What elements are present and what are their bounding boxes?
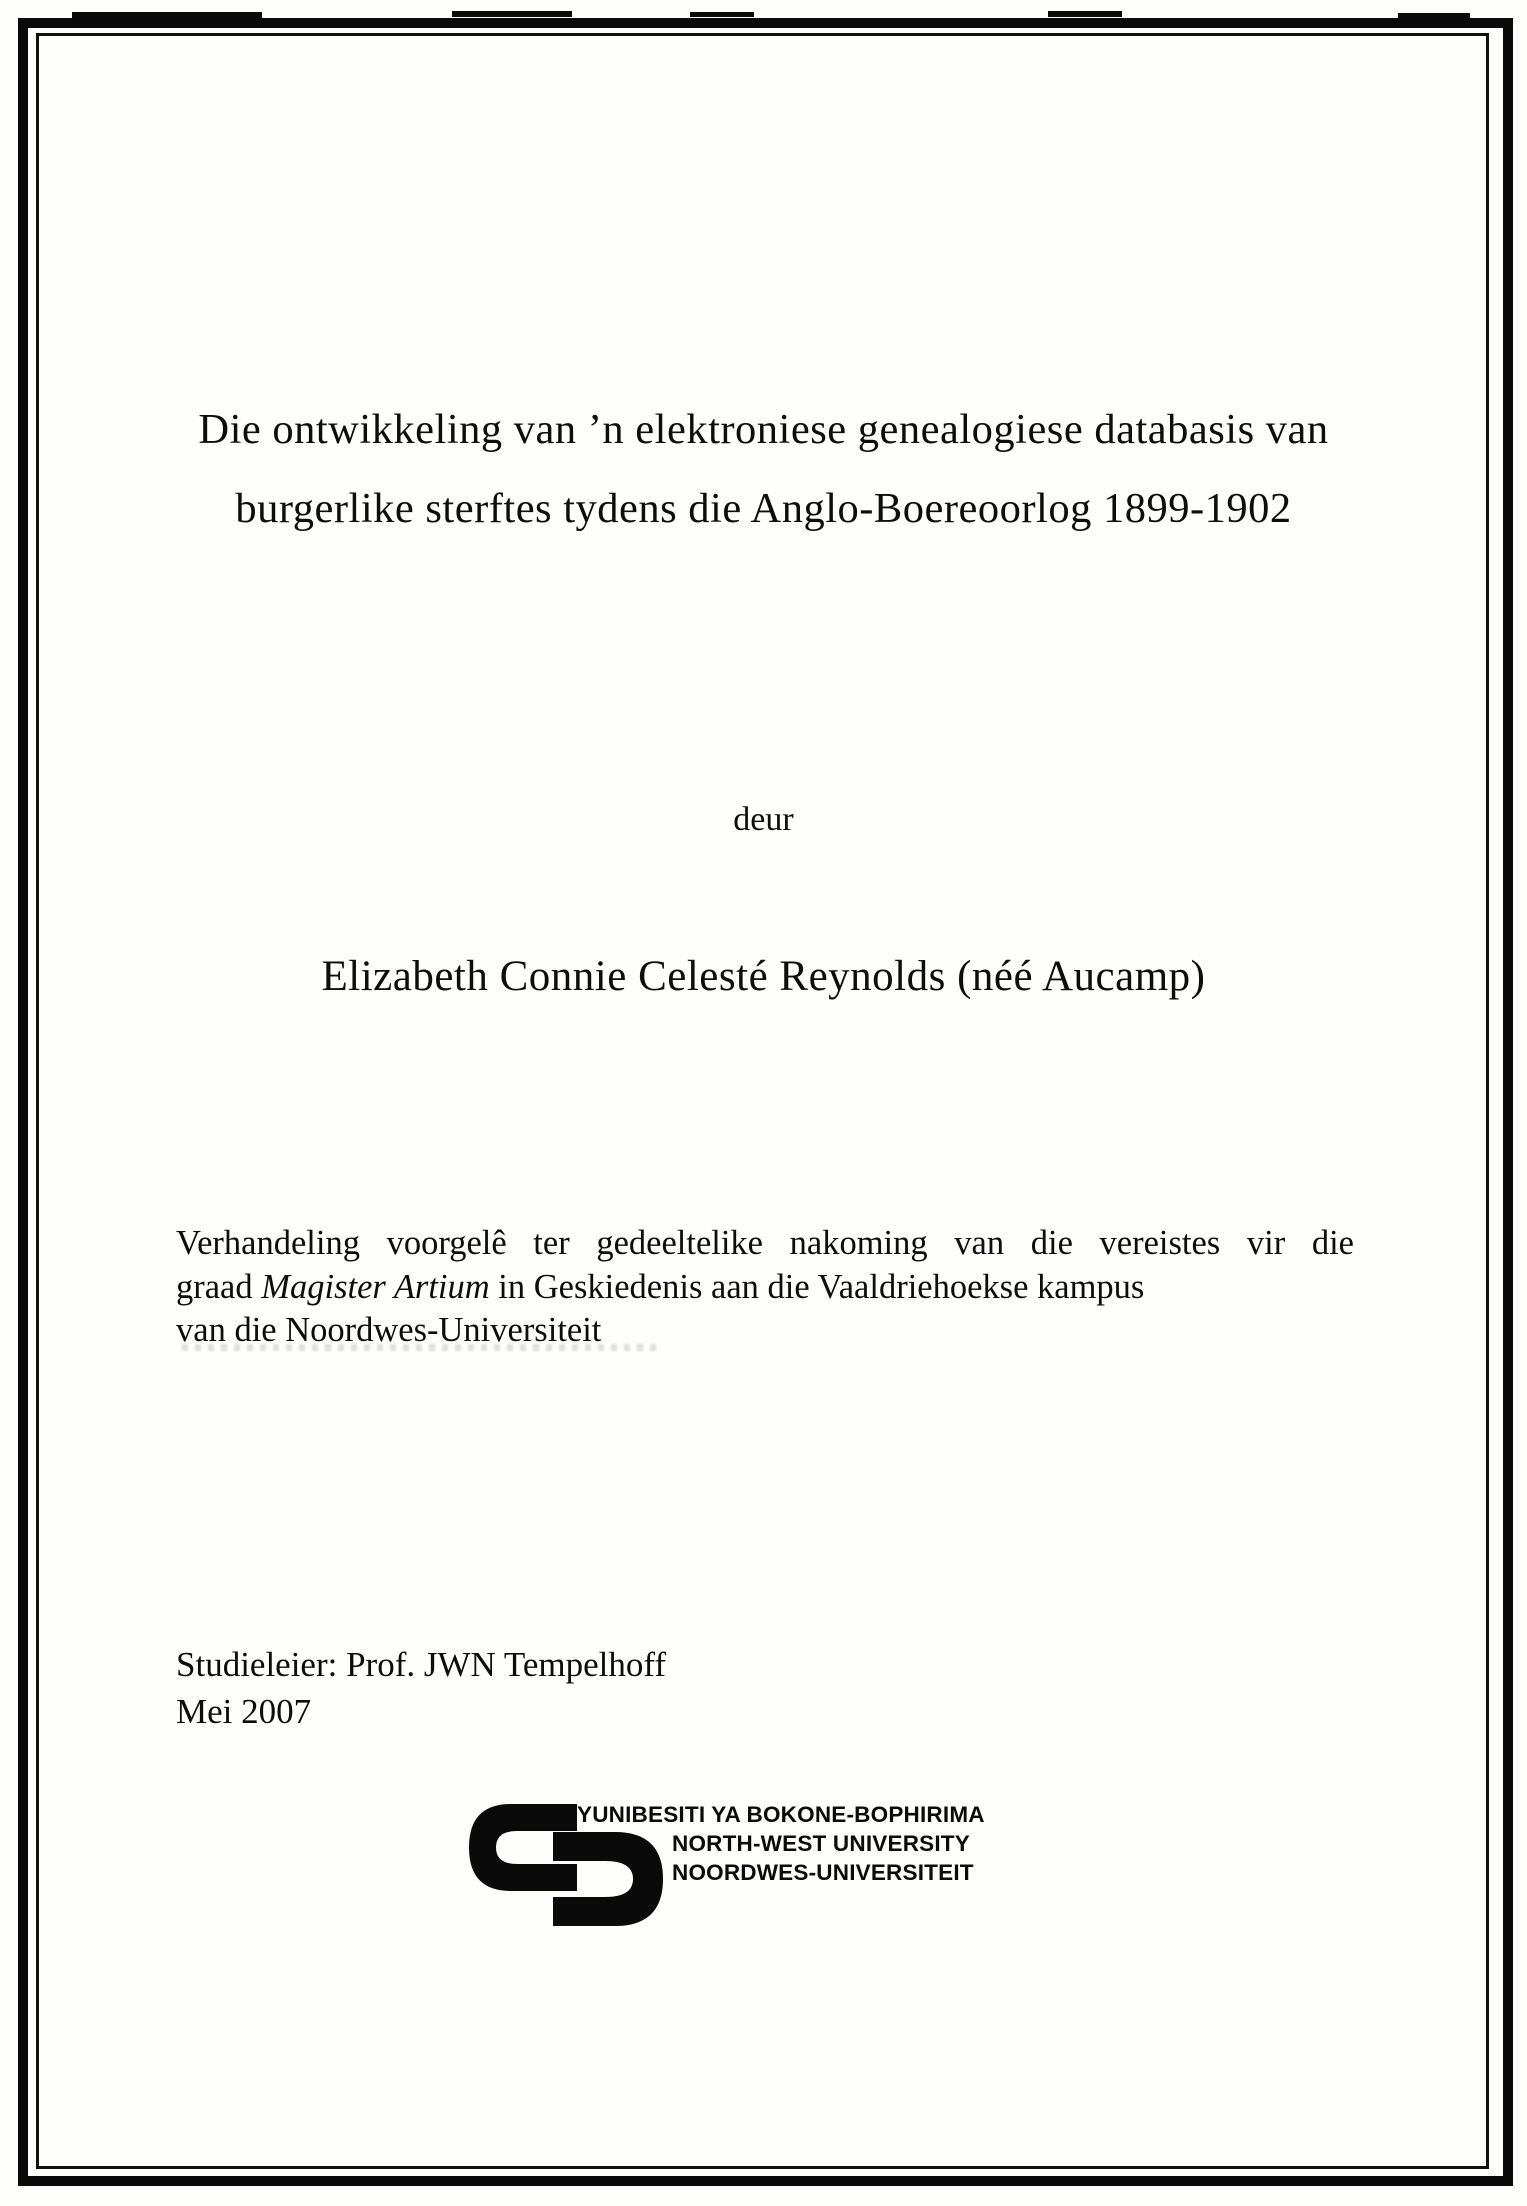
logo-line-setswana: YUNIBESITI YA BOKONE-BOPHIRIMA — [577, 1802, 985, 1827]
scan-artifact — [1048, 11, 1122, 17]
supervisor-line: Studieleier: Prof. JWN Tempelhoff — [176, 1645, 667, 1684]
byline-label: deur — [733, 801, 794, 838]
statement-line3: van die Noordwes-Universiteit — [176, 1311, 602, 1349]
submission-statement — [176, 1222, 1354, 1353]
university-logo — [465, 1800, 1105, 1940]
thesis-title-line1: Die ontwikkeling van ’n elektroniese genealogiese databasis van — [198, 406, 1329, 453]
author-name: Elizabeth Connie Celesté Reynolds (néé Aucamp) — [321, 953, 1206, 1000]
scan-artifact — [452, 11, 572, 17]
scan-bleed-artifact — [182, 1344, 662, 1351]
degree-name: Magister Artium — [261, 1267, 490, 1306]
statement-line2-prefix: graad — [176, 1267, 262, 1306]
scan-artifact — [1398, 13, 1470, 18]
logo-line-afrikaans: NOORDWES-UNIVERSITEIT — [672, 1859, 974, 1885]
university-logo-text — [577, 1801, 985, 1887]
logo-line-english: NORTH-WEST UNIVERSITY — [672, 1830, 970, 1856]
thesis-title-line2: burgerlike sterftes tydens die Anglo-Boereoorlog 1899-1902 — [235, 485, 1292, 532]
statement-line1: Verhandeling voorgelê ter gedeeltelike nakoming van die vereistes vir die — [176, 1224, 1354, 1262]
thesis-title — [90, 390, 1437, 548]
scan-artifact — [72, 12, 262, 18]
statement-line2-suffix: in Geskiedenis aan die Vaaldriehoekse kampus — [489, 1267, 1145, 1306]
statement-line2 — [176, 1266, 1354, 1310]
scan-artifact — [690, 12, 754, 17]
supervisor-block — [176, 1641, 666, 1735]
date-line: Mei 2007 — [176, 1692, 312, 1731]
